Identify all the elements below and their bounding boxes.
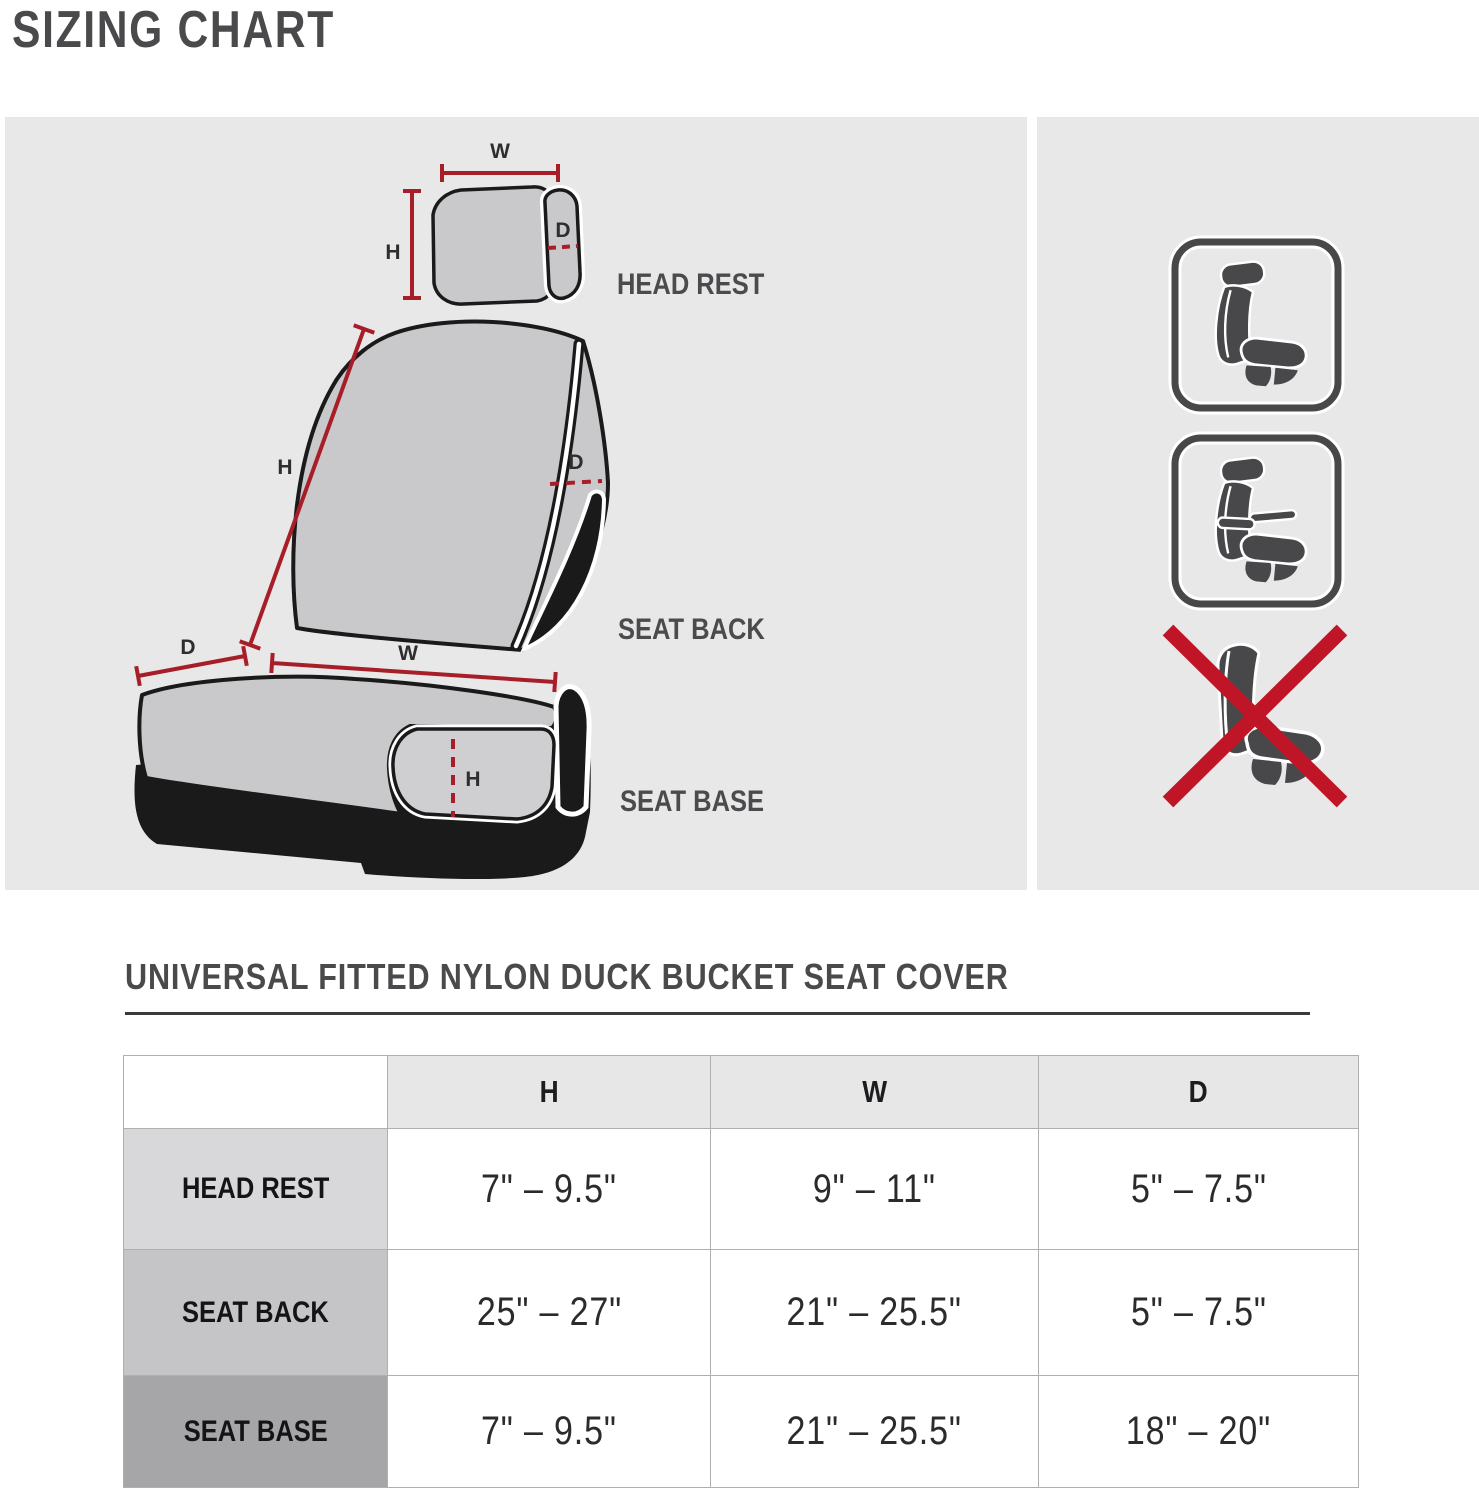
table-corner-cell	[124, 1056, 388, 1129]
head-rest-d-value: 5" – 7.5"	[1039, 1129, 1359, 1250]
column-header-h: H	[388, 1056, 711, 1129]
seat-back-d-value: 5" – 7.5"	[1039, 1250, 1359, 1376]
row-header-head-rest: HEAD REST	[124, 1129, 388, 1250]
seat-base-h-value: 7" – 9.5"	[388, 1376, 711, 1488]
seatback-label: SEAT BACK	[618, 612, 765, 646]
seatback-d-label: D	[568, 451, 584, 474]
seatbase-diagram	[134, 636, 763, 879]
bucket-seat-with-armrests-allowed-icon	[1175, 438, 1338, 604]
row-header-seat-back: SEAT BACK	[124, 1250, 388, 1376]
headrest-w-label: W	[490, 140, 510, 163]
high-back-seat-not-allowed-icon	[1168, 630, 1342, 802]
seatbase-label: SEAT BASE	[620, 784, 764, 818]
seat-diagram	[5, 117, 1027, 890]
seatbase-d-label: D	[180, 636, 196, 659]
head-rest-w-value: 9" – 11"	[711, 1129, 1039, 1250]
headrest-diagram	[385, 140, 764, 304]
compatibility-icons	[1037, 117, 1479, 890]
seat-back-h-value: 25" – 27"	[388, 1250, 711, 1376]
headrest-label: HEAD REST	[617, 267, 765, 301]
table-row	[124, 1129, 1359, 1250]
head-rest-h-value: 7" – 9.5"	[388, 1129, 711, 1250]
seatback-diagram	[240, 322, 765, 650]
compatibility-panel	[1037, 117, 1479, 890]
column-header-d: D	[1039, 1056, 1359, 1129]
table-row	[124, 1250, 1359, 1376]
page-title: SIZING CHART	[12, 1, 335, 59]
seatbase-w-label: W	[398, 642, 418, 665]
table-heading: UNIVERSAL FITTED NYLON DUCK BUCKET SEAT COVER	[125, 956, 1009, 997]
column-header-w: W	[711, 1056, 1039, 1129]
headrest-width-dimension	[442, 164, 558, 182]
seat-diagram-panel	[5, 117, 1027, 890]
heading-rule	[125, 1012, 1310, 1015]
headrest-height-dimension	[403, 191, 421, 298]
bucket-seat-allowed-icon	[1175, 242, 1338, 408]
table-row	[124, 1376, 1359, 1488]
headrest-h-label: H	[385, 241, 401, 264]
seat-base-w-value: 21" – 25.5"	[711, 1376, 1039, 1488]
seat-back-w-value: 21" – 25.5"	[711, 1250, 1039, 1376]
row-header-seat-base: SEAT BASE	[124, 1376, 388, 1488]
seatbase-h-label: H	[465, 768, 481, 791]
seatback-h-label: H	[277, 456, 293, 479]
headrest-d-label: D	[555, 219, 571, 242]
sizing-table	[123, 1055, 1359, 1488]
seat-base-d-value: 18" – 20"	[1039, 1376, 1359, 1488]
